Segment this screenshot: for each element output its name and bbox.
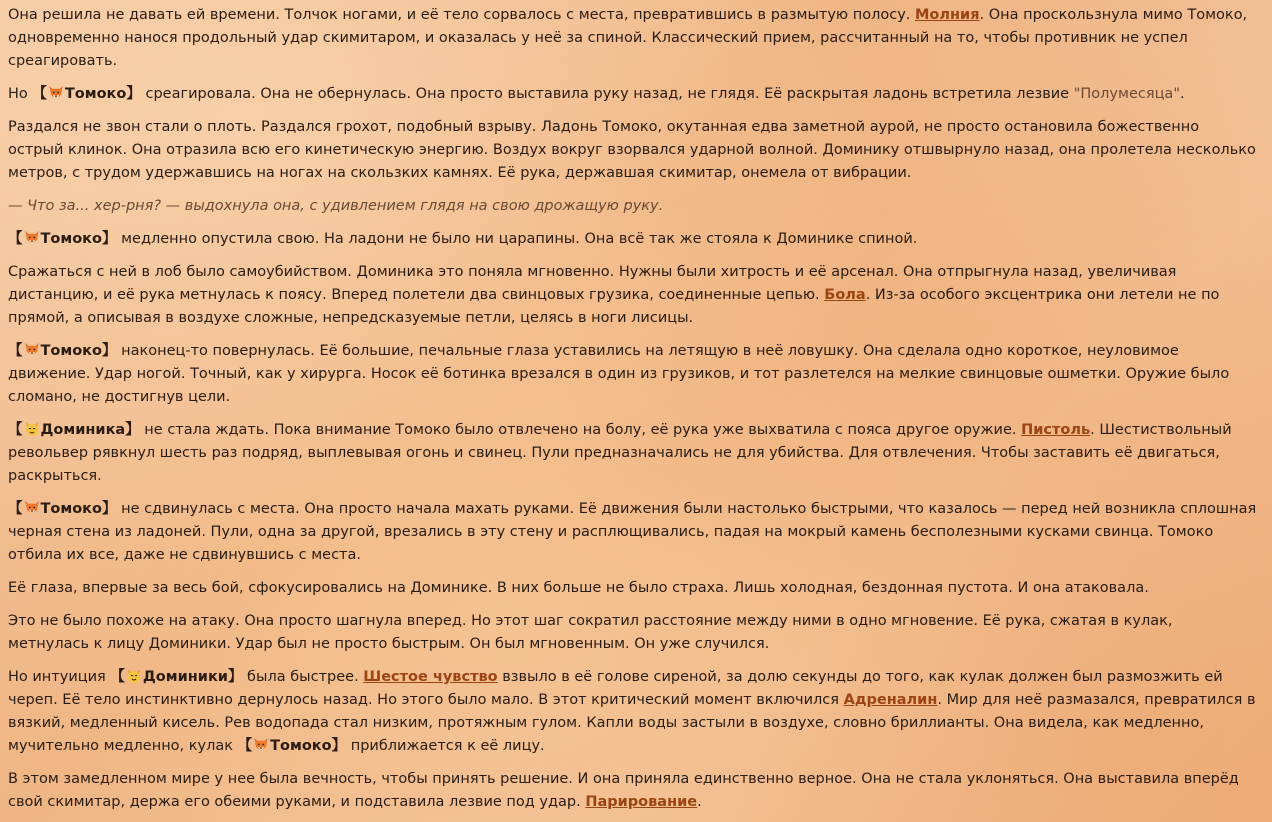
character-tag-tomoko[interactable] (238, 738, 346, 754)
story-text-run: наконец-то повернулась. Её большие, печальные глаза уставились на летящую в неё ловушку. Она сделала одно короткое, неуловимое движение. Удар ногой. Точный, как у хирурга. Носок её ботинка врезался в один из грузиков, и тот разлетелся на мелкие свинцовые ошметки. Оружие было сломано, не достигнув цели. (8, 343, 1230, 405)
bracket-open: 【 (32, 86, 47, 102)
story-text-run: . Из-за особого эксцентрика они летели не по прямой, а описывая в воздухе сложные, непредсказуемые петли, целясь в ноги лисицы. (8, 287, 1220, 326)
character-name: Томоко (40, 343, 102, 359)
bracket-close: 】 (101, 343, 117, 359)
bracket-open: 【 (8, 343, 23, 359)
link-molniya[interactable]: Молния (915, 7, 980, 23)
fox-icon (24, 500, 40, 516)
bracket-open: 【 (8, 422, 23, 438)
story-paragraph (8, 577, 1258, 600)
character-name: Томоко (270, 738, 332, 754)
bracket-open: 【 (110, 669, 125, 685)
story-text-run: Её глаза, впервые за весь бой, сфокусировались на Доминике. В них больше не было страха. Лишь холодная, бездонная пустота. И она атаковала. (8, 580, 1149, 596)
bracket-close: 】 (331, 738, 347, 754)
character-tag-tomoko[interactable] (32, 86, 140, 102)
fox-icon (48, 85, 64, 101)
story-paragraph (8, 498, 1258, 567)
story-paragraph (8, 4, 1258, 73)
character-name: Доминики (142, 669, 228, 685)
story-paragraph (8, 116, 1258, 185)
story-text-run: среагировала. Она не обернулась. Она просто выставила руку назад, не глядя. Её раскрытая ладонь встретила лезвие (140, 86, 1074, 102)
story-text-run: . Она проскользнула мимо Томоко, одновременно нанося продольный удар скимитаром, и оказалась у неё за спиной. Классический прием, рассчитанный на то, чтобы противник не успел среагировать. (8, 7, 1248, 69)
story-text-run: Сражаться с ней в лоб было самоубийством. Доминика это поняла мгновенно. Нужны были хитрость и её арсенал. Она отпрыгнула назад, увеличивая дистанцию, и её рука метнулась к поясу. Вперед полетели два свинцовых грузика, соединенные цепью. (8, 264, 1177, 303)
character-tag-tomoko[interactable] (8, 343, 116, 359)
story-paragraph (8, 419, 1258, 488)
cat-icon (126, 668, 142, 684)
link-parirovanie[interactable]: Парирование (585, 794, 698, 810)
fox-icon (24, 230, 40, 246)
story-paragraph (8, 610, 1258, 656)
story-text-run: В этом замедленном мире у нее была вечность, чтобы принять решение. И она приняла единственно верное. Она не стала уклоняться. Она выставила вперёд свой скимитар, держа его обеими руками, и подставила лезвие под удар. (8, 771, 1239, 810)
story-text-run: медленно опустила свою. На ладони не было ни царапины. Она всё так же стояла к Доминике спиной. (116, 231, 918, 247)
character-tag-dominika[interactable] (8, 422, 140, 438)
story-paragraph (8, 340, 1258, 409)
dialogue-line: — Что за... хер-рня? — выдохнула она, с удивлением глядя на свою дрожащую руку. (8, 198, 664, 214)
story-text-run: Это не было похоже на атаку. Она просто шагнула вперед. Но этот шаг сократил расстояние между ними в одно мгновение. Её рука, сжатая в кулак, метнулась к лицу Доминики. Удар был не просто быстрым. Он был мгновенным. Он уже случился. (8, 613, 1173, 652)
quoted-weapon-name: "Полумесяца" (1073, 86, 1180, 102)
bracket-open: 【 (8, 501, 23, 517)
story-paragraph (8, 228, 1258, 251)
character-name: Томоко (40, 501, 102, 517)
story-text-run: Раздался не звон стали о плоть. Раздался грохот, подобный взрыву. Ладонь Томоко, окутанная едва заметной аурой, не просто остановила божественно острый клинок. Она отразила всю его кинетическую энергию. Воздух вокруг взорвался ударной волной. Доминику отшвырнуло назад, она пролетела несколько метров, с трудом удержавшись на ногах на скользких камнях. Её рука, державшая скимитар, онемела от вибрации. (8, 119, 1256, 181)
story-paragraph (8, 666, 1258, 758)
story-text-run: . Шестиствольный револьвер рявкнул шесть раз подряд, выплевывая огонь и свинец. Пули предназначались не для убийства. Для отвлечения. Чтобы заставить её двигаться, раскрыться. (8, 422, 1232, 484)
link-bola[interactable]: Бола (824, 287, 866, 303)
story-paragraph (8, 83, 1258, 106)
link-pistol[interactable]: Пистоль (1021, 422, 1091, 438)
story-paragraph (8, 195, 1258, 218)
bracket-close: 】 (101, 501, 117, 517)
story-text-run: была быстрее. (242, 669, 364, 685)
story-text-run: Она решила не давать ей времени. Толчок ногами, и её тело сорвалось с места, превратившись в размытую полосу. (8, 7, 915, 23)
bracket-close: 】 (126, 86, 141, 102)
fox-icon (253, 737, 269, 753)
story-paragraph (8, 768, 1258, 814)
story-text-run: . (697, 794, 702, 810)
story-text-run: взвыло в её голове сиреной, за долю секунды до того, как кулак должен был размозжить ей череп. Её тело инстинктивно дернулось назад. Но этого было мало. В этот критический момент включился (8, 669, 1223, 708)
character-tag-tomoko[interactable] (8, 231, 116, 247)
bracket-open: 【 (237, 738, 253, 754)
link-adrenalin[interactable]: Адреналин (843, 692, 938, 708)
story-text-run: . (1180, 86, 1185, 102)
bracket-close: 】 (227, 669, 243, 685)
story-text-run: Но интуиция (8, 669, 111, 685)
story-text-run: не сдвинулась с места. Она просто начала махать руками. Её движения были настолько быстрыми, что казалось — перед ней возникла сплошная черная стена из ладоней. Пули, одна за другой, врезались в эту стену и расплющивались, падая на мокрый камень бесполезными кусками свинца. Томоко отбила их все, даже не сдвинувшись с места. (8, 501, 1257, 563)
fox-icon (24, 342, 40, 358)
story-text-run: Но (8, 86, 33, 102)
cat-icon (24, 421, 40, 437)
character-tag-dominika[interactable] (110, 669, 242, 685)
character-name: Доминика (40, 422, 126, 438)
story-text-run: . Мир для неё размазался, превратился в вязкий, медленный кисель. Рев водопада стал низким, протяжным гулом. Капли воды застыли в воздухе, словно бриллианты. Она видела, как медленно, мучительно медленно, кулак (8, 692, 1256, 754)
bracket-open: 【 (8, 231, 23, 247)
character-name: Томоко (64, 86, 127, 102)
bracket-close: 】 (101, 231, 117, 247)
story-text-run: не стала ждать. Пока внимание Томоко было отвлечено на болу, её рука уже выхватила с пояса другое оружие. (139, 422, 1022, 438)
bracket-close: 】 (125, 422, 140, 438)
story-paragraph (8, 261, 1258, 330)
story-text-run: приближается к её лицу. (346, 738, 545, 754)
character-tag-tomoko[interactable] (8, 501, 116, 517)
link-shestoe-chuvstvo[interactable]: Шестое чувство (363, 669, 498, 685)
character-name: Томоко (40, 231, 102, 247)
